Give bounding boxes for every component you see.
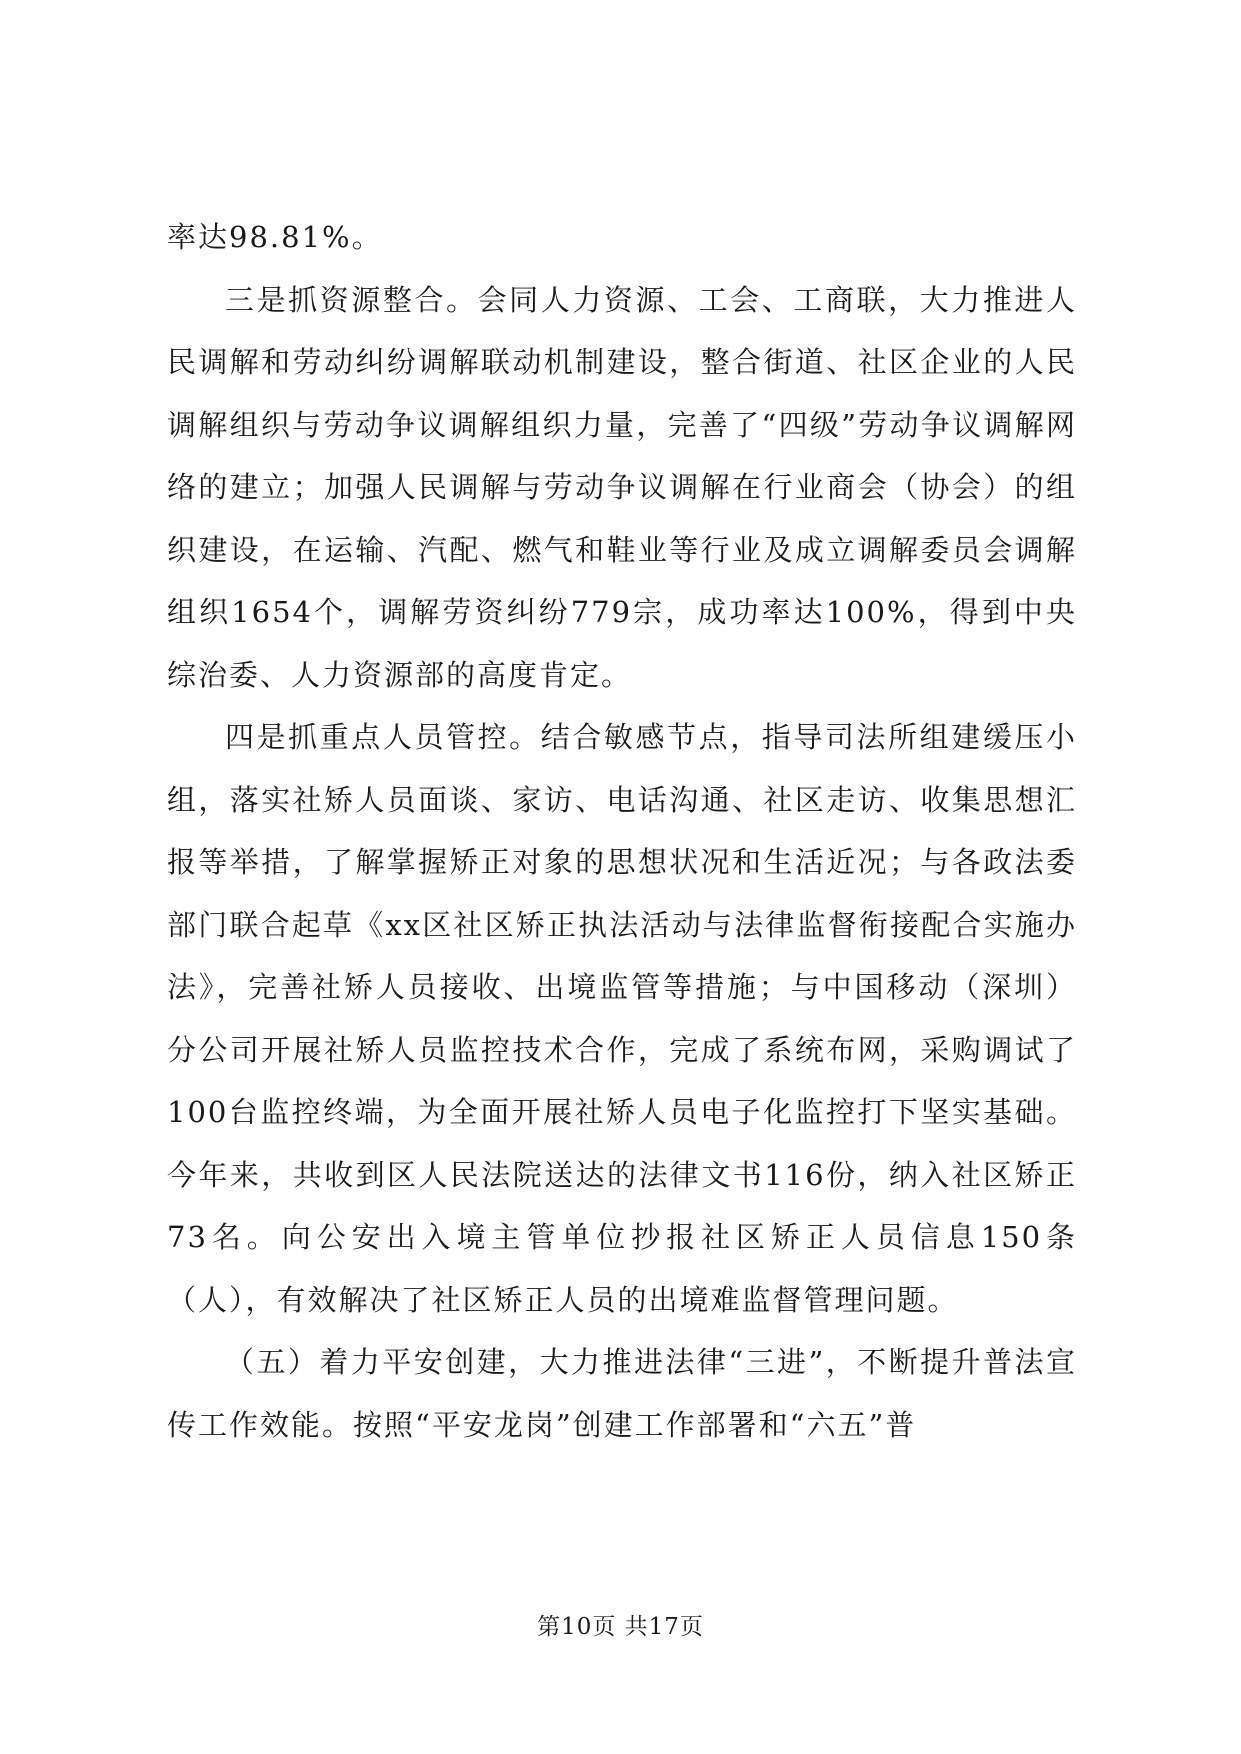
- paragraph-1: 率达98.81%。: [167, 220, 383, 254]
- page-number: 第10页 共17页: [537, 1614, 704, 1640]
- document-body: [167, 206, 1077, 1456]
- paragraph-2: 三是抓资源整合。会同人力资源、工会、工商联，大力推进人民调解和劳动纠纷调解联动机制建设，整合街道、社区企业的人民调解组织与劳动争议调解组织力量，完善了“四级”劳动争议调解网络的建立；加强人民调解与劳动争议调解在行业商会（协会）的组织建设，在运输、汽配、燃气和鞋业等行业及成立调解委员会调解组织1654个，调解劳资纠纷779宗，成功率达100%，得到中央综治委、人力资源部的高度肯定。: [167, 282, 1077, 692]
- paragraph-3: 四是抓重点人员管控。结合敏感节点，指导司法所组建缓压小组，落实社矫人员面谈、家访、电话沟通、社区走访、收集思想汇报等举措，了解掌握矫正对象的思想状况和生活近况；与各政法委部门联合起草《xx区社区矫正执法活动与法律监督衔接配合实施办法》，完善社矫人员接收、出境监管等措施；与中国移动（深圳）分公司开展社矫人员监控技术合作，完成了系统布网，采购调试了100台监控终端，为全面开展社矫人员电子化监控打下坚实基础。今年来，共收到区人民法院送达的法律文书116份，纳入社区矫正73名。向公安出入境主管单位抄报社区矫正人员信息150条（人），有效解决了社区矫正人员的出境难监督管理问题。: [167, 720, 1077, 1317]
- paragraph-4: （五）着力平安创建，大力推进法律“三进”，不断提升普法宣传工作效能。按照“平安龙岗”创建工作部署和“六五”普: [167, 1345, 1077, 1442]
